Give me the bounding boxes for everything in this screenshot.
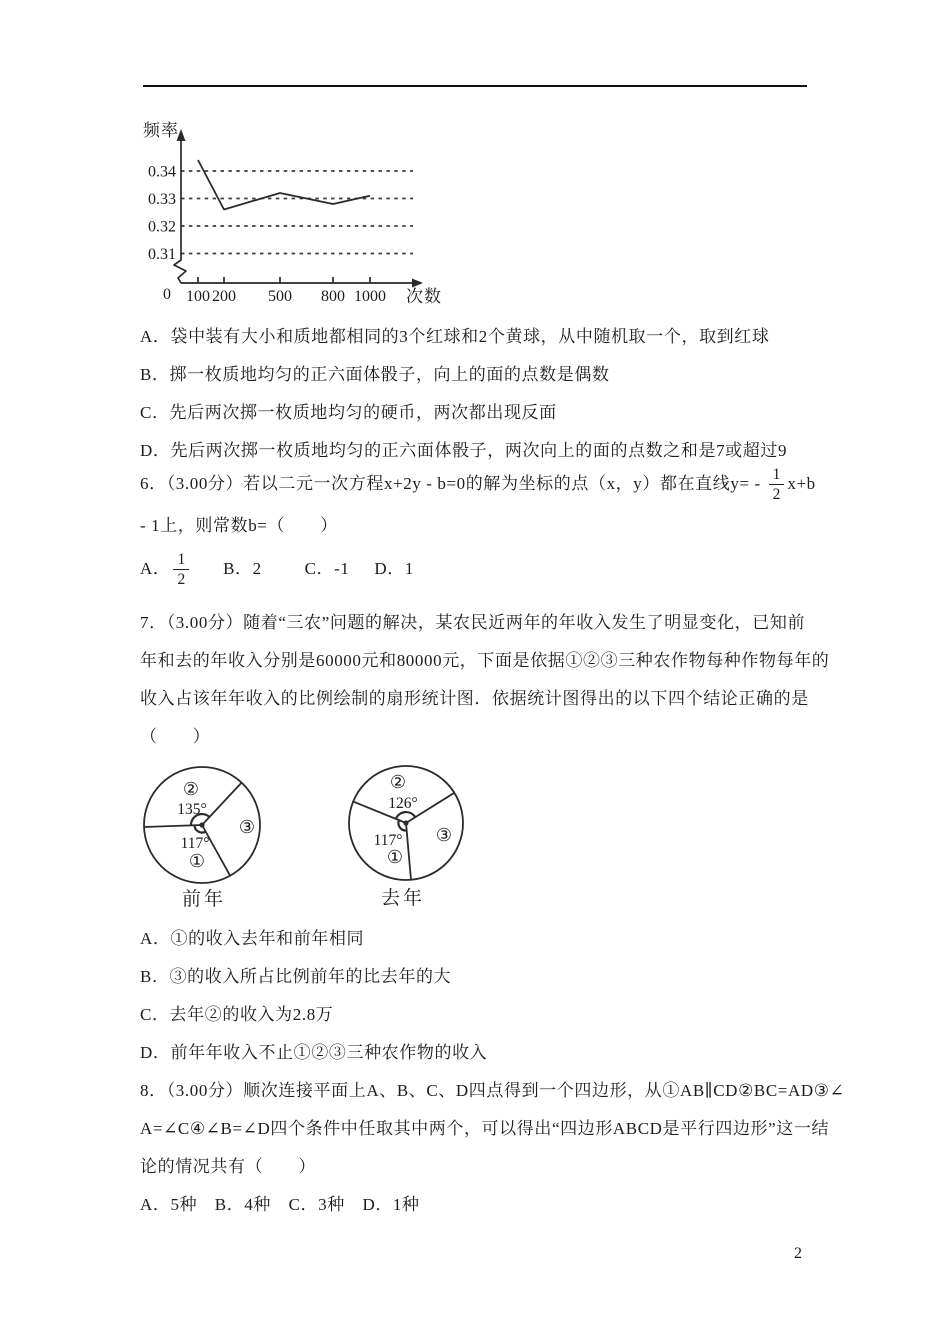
x-tick-label: 800 [321, 288, 345, 305]
q7-option-c: C．去年②的收入为2.8万 [140, 1005, 334, 1024]
x-tick-label: 1000 [354, 288, 386, 305]
angle-arc [396, 812, 416, 819]
pie-label: 117° [373, 832, 403, 849]
pie-divider [202, 783, 242, 825]
y-tick-label: 0.34 [148, 163, 176, 181]
pie-title: 前年 [181, 889, 227, 910]
q7-option-d: D．前年年收入不止①②③三种农作物的收入 [140, 1043, 488, 1062]
q7-stem-line2: 年和去的年收入分别是60000元和80000元，下面是依据①②③三种农作物每种作物每年的 [140, 651, 830, 670]
q6-stem-line2: - 1上，则常数b=（ ） [140, 516, 338, 535]
pie-label: 117° [180, 835, 210, 852]
q7-stem-line4: （ ） [140, 727, 211, 746]
q6-stem-text-end: x+b [787, 474, 816, 493]
q6-option-a-fraction [173, 551, 189, 588]
x-axis-title: 次数 [406, 287, 442, 306]
q8-block [140, 1072, 860, 1224]
q6-option-b: B．2 [223, 559, 262, 578]
q6-fraction-one-half [769, 466, 785, 503]
fraction-numerator: 1 [769, 466, 785, 485]
pie-charts [130, 755, 500, 915]
pie-label: ③ [435, 825, 453, 845]
q6-option-c: C．-1 [304, 559, 350, 578]
q5-options-block [140, 318, 860, 470]
q5-option-b: B．掷一枚质地均匀的正六面体骰子，向上的面的点数是偶数 [140, 365, 610, 384]
x-tick-label: 100 [186, 288, 210, 305]
q6-option-a-label: A． [140, 559, 171, 578]
q5-option-a: A．袋中装有大小和质地都相同的3个红球和2个黄球，从中随机取一个，取到红球 [140, 327, 770, 346]
fraction-denominator: 2 [177, 570, 186, 588]
pie-divider [144, 825, 202, 827]
frequency-series [198, 160, 370, 210]
pie-label: 126° [388, 795, 418, 812]
pie-center-dot [199, 822, 204, 827]
y-tick-label: 0.33 [148, 191, 176, 208]
q8-stem-line3: 论的情况共有（ ） [140, 1157, 316, 1176]
q8-stem-line1: 8．（3.00分）顺次连接平面上A、B、C、D四点得到一个四边形，从①AB∥CD②BC=AD③∠ [140, 1081, 845, 1100]
pie-label: ① [386, 847, 404, 867]
fraction-denominator: 2 [772, 485, 781, 503]
fraction-numerator: 1 [173, 551, 189, 570]
q5-option-c: C．先后两次掷一枚质地均匀的硬币，两次都出现反面 [140, 403, 557, 422]
page-number: 2 [794, 1245, 802, 1262]
pie-label: ② [389, 772, 407, 792]
pie-center-dot [403, 820, 408, 825]
q7-options-block [140, 920, 860, 1072]
q7-stem-block [140, 604, 860, 756]
q7-option-a: A．①的收入去年和前年相同 [140, 929, 365, 948]
x-tick-label: 500 [268, 288, 292, 305]
q6-stem-line1 [140, 462, 860, 506]
q8-stem-line2: A=∠C④∠B=∠D四个条件中任取其中两个，可以得出“四边形ABCD是平行四边形”这一结 [140, 1119, 830, 1138]
q7-option-b: B．③的收入所占比例前年的比去年的大 [140, 967, 452, 986]
q8-options-line: A．5种 B．4种 C．3种 D．1种 [140, 1195, 420, 1214]
q6-option-d: D．1 [374, 559, 414, 578]
q6-block [140, 462, 860, 592]
y-tick-label: 0.32 [148, 218, 176, 236]
pie-title: 去年 [380, 888, 426, 909]
pie-label: ① [188, 851, 206, 871]
pie-label: ② [182, 779, 200, 799]
q6-options-line [140, 546, 860, 592]
q7-stem-line3: 收入占该年年收入的比例绘制的扇形统计图．依据统计图得出的以下四个结论正确的是 [140, 689, 809, 708]
q7-stem-line1: 7．（3.00分）随着“三农”问题的解决，某农民近两年的年收入发生了明显变化，已知前 [140, 613, 806, 632]
x-tick-label: 200 [212, 288, 236, 305]
origin-label: 0 [163, 286, 171, 303]
q5-option-d: D．先后两次掷一枚质地均匀的正六面体骰子，两次向上的面的点数之和是7或超过9 [140, 441, 788, 460]
header-rule [143, 85, 807, 87]
y-tick-label: 0.31 [148, 246, 176, 263]
y-axis-title: 频率 [143, 121, 179, 140]
q6-stem-text: 6．（3.00分）若以二元一次方程x+2y - b=0的解为坐标的点（x，y）都在直线y= - [140, 474, 766, 493]
frequency-line-chart [135, 112, 465, 312]
pie-label: ③ [238, 817, 256, 837]
pie-label: 135° [177, 801, 207, 818]
